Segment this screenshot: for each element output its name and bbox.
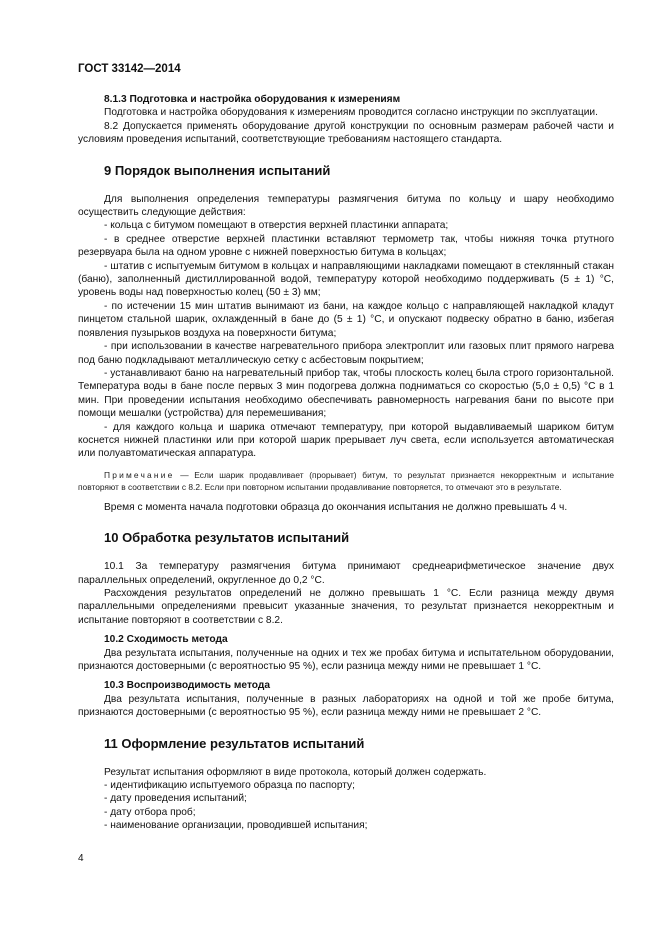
section-11-item-2: - дату проведения испытаний; <box>104 793 247 805</box>
paragraph-8-2: 8.2 Допускается применять оборудование другой конструкции по основным размерам рабочей части и условиям проведения испытаний, соответствующие требованиям настоящего стандарта. <box>78 120 614 146</box>
section-11-item-4: - наименование организации, проводившей испытания; <box>104 820 368 832</box>
page-number: 4 <box>78 853 84 864</box>
section-11-item-1: - идентификацию испытуемого образца по паспорту; <box>104 780 355 792</box>
note-label: Примечание <box>104 469 175 480</box>
paragraph-10-1: 10.1 За температуру размягчения битума принимают среднеарифметическое значение двух параллельных определений, округленное до 0,2 °С. <box>78 561 614 586</box>
section-9-item-3: - штатив с испытуемым битумом в кольцах и направляющими накладками помещают в стеклянный стакан (баню), заполненный дистиллированной водой, температуру которой необходимо поддерживать (5 ± 1) °С, уровень воды над поверхностью колец (50 ± 3) мм; <box>78 260 614 299</box>
section-9-item-4: - по истечении 15 мин штатив вынимают из бани, на каждое кольцо с направляющей накладкой кладут пинцетом стальной шарик, охлажденный в бане до (5 ± 1) °С, и опускают подвеску обратно в баню, избегая появления пузырьков воздуха на поверхности битума; <box>78 300 614 339</box>
subsection-8-1-3-title: 8.1.3 Подготовка и настройка оборудования к измерениям <box>104 94 401 105</box>
document-page <box>78 63 614 833</box>
section-9-item-7: - для каждого кольца и шарика отмечают температуру, при которой выдавливаемый шариком битум коснется нижней пластинки или при которой шарик прерывает луч света, если используется автоматическая или полуавтоматическая аппаратура. <box>78 421 614 460</box>
subsection-10-3-title: 10.3 Воспроизводимость метода <box>104 680 271 692</box>
section-11-intro: Результат испытания оформляют в виде протокола, который должен содержать. <box>104 766 487 778</box>
section-11-item-3: - дату отбора проб; <box>104 806 196 818</box>
section-9-item-1: - кольца с битумом помещают в отверстия верхней пластинки аппарата; <box>104 220 449 232</box>
section-9-item-6: - устанавливают баню на нагревательный прибор так, чтобы плоскость колец была строго горизонтальной. Температура воды в бане после первых 3 мин подогрева должна подниматься со скоростью (5,0 ± 0,5) °С в 1 мин. При проведении испытания необходимо обеспечивать равномерность нагревания бани по высоте при помощи мешалки (устройства) для перемешивания; <box>78 367 614 420</box>
subsection-10-2-title: 10.2 Сходимость метода <box>104 634 228 646</box>
section-9-title: 9 Порядок выполнения испытаний <box>104 162 331 178</box>
paragraph-8-1-3: Подготовка и настройка оборудования к измерениям проводится согласно инструкции по эксплуатации. <box>104 107 598 119</box>
paragraph-10-2: Два результата испытания, полученные на одних и тех же пробах битума и испытательном оборудовании, признаются достоверными (с вероятностью 95 %), если разница между ними не превышает 1 °С. <box>78 647 614 672</box>
section-10-title: 10 Обработка результатов испытаний <box>104 530 350 546</box>
section-9-intro: Для выполнения определения температуры размягчения битума по кольцу и шару необходимо осуществить следующие действия: <box>78 193 614 219</box>
paragraph-10-3: Два результата испытания, полученные в разных лабораториях на одной и той же пробе битума, признаются достоверными (с вероятностью 95 %), если разница между ними не превышает 2 °С. <box>78 693 614 719</box>
section-9-item-5: - при использовании в качестве нагревательного прибора электроплит или газовых плит прямого нагрева под баню подкладывают металлическую сетку с асбестовым покрытием; <box>78 341 614 366</box>
section-11-title: 11 Оформление результатов испытаний <box>104 735 365 751</box>
note-text: — Если шарик продавливает (прорывает) битум, то результат признается некорректным и испытание повторяют в соответствии с 8.2. Если при повторном испытании продавливание повторяется, то отмечают это в результате. <box>78 469 614 492</box>
document-header: ГОСТ 33142—2014 <box>78 63 181 75</box>
section-9-time-limit: Время с момента начала подготовки образца до окончания испытания не должно превышать 4 ч. <box>104 501 568 513</box>
paragraph-10-1-discrepancy: Расхождения результатов определений не должно превышать 1 °С. Если разница между двумя параллельными определениями превысит указанные значения, то результат признается некорректным и испытание повторяют в соответствии с 8.2. <box>78 587 614 626</box>
section-9-note <box>78 469 614 493</box>
section-9-item-2: - в среднее отверстие верхней пластинки вставляют термометр так, чтобы нижняя точка ртутного резервуара была на одном уровне с нижней поверхностью битума в кольцах; <box>78 233 614 259</box>
